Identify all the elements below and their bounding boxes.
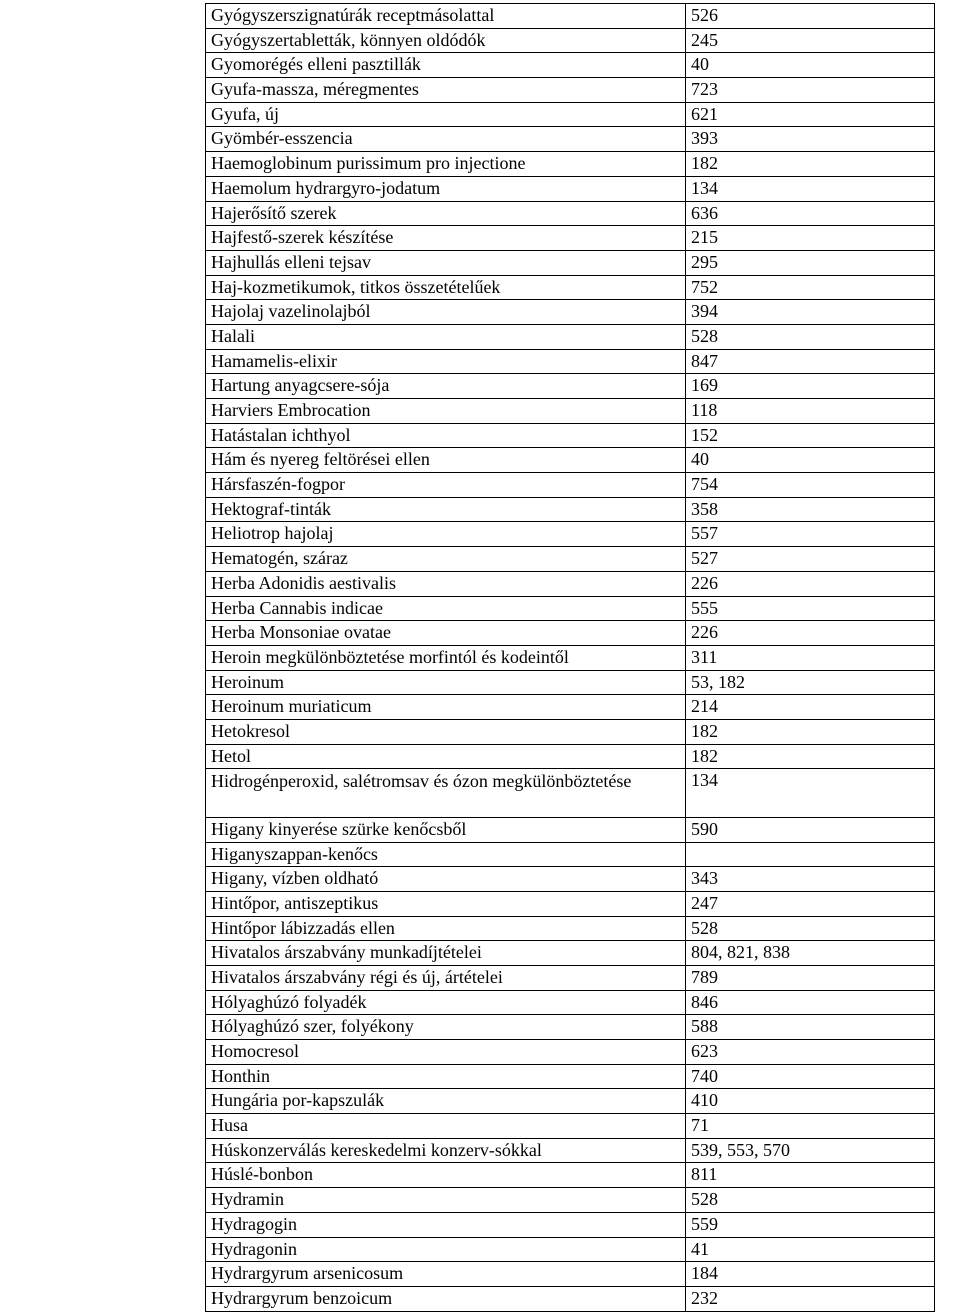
table-row — [206, 497, 935, 522]
entry-name: Herba Monsoniae ovatae — [206, 621, 686, 646]
entry-pages: 410 — [686, 1089, 935, 1114]
entry-pages: 247 — [686, 891, 935, 916]
entry-pages: 559 — [686, 1212, 935, 1237]
table-row — [206, 1237, 935, 1262]
entry-pages: 358 — [686, 497, 935, 522]
table-row — [206, 275, 935, 300]
entry-name: Honthin — [206, 1064, 686, 1089]
entry-name: Gyömbér-esszencia — [206, 127, 686, 152]
entry-name: Hetol — [206, 744, 686, 769]
entry-name: Hematogén, száraz — [206, 547, 686, 572]
table-row — [206, 1138, 935, 1163]
entry-pages: 588 — [686, 1015, 935, 1040]
table-row — [206, 1212, 935, 1237]
entry-pages: 847 — [686, 349, 935, 374]
entry-pages: 557 — [686, 522, 935, 547]
entry-name: Hetokresol — [206, 719, 686, 744]
entry-pages: 295 — [686, 250, 935, 275]
table-row — [206, 891, 935, 916]
entry-pages: 804, 821, 838 — [686, 941, 935, 966]
entry-pages: 528 — [686, 916, 935, 941]
entry-pages: 740 — [686, 1064, 935, 1089]
entry-pages: 754 — [686, 473, 935, 498]
entry-pages: 623 — [686, 1040, 935, 1065]
entry-name: Higanyszappan-kenőcs — [206, 842, 686, 867]
entry-name: Húslé-bonbon — [206, 1163, 686, 1188]
entry-name: Heroinum — [206, 670, 686, 695]
table-row — [206, 522, 935, 547]
table-row — [206, 645, 935, 670]
table-row — [206, 399, 935, 424]
entry-name: Hintőpor lábizzadás ellen — [206, 916, 686, 941]
table-row — [206, 547, 935, 572]
table-row — [206, 867, 935, 892]
entry-name: Hydragogin — [206, 1212, 686, 1237]
table-row — [206, 473, 935, 498]
entry-pages: 723 — [686, 78, 935, 103]
entry-pages: 226 — [686, 571, 935, 596]
table-row — [206, 448, 935, 473]
table-row — [206, 1262, 935, 1287]
table-row — [206, 226, 935, 251]
entry-pages: 41 — [686, 1237, 935, 1262]
entry-name: Haemolum hydrargyro-jodatum — [206, 176, 686, 201]
table-row — [206, 201, 935, 226]
entry-pages: 311 — [686, 645, 935, 670]
entry-name: Hajerősítő szerek — [206, 201, 686, 226]
entry-name: Haj-kozmetikumok, titkos összetételűek — [206, 275, 686, 300]
entry-name: Harviers Embrocation — [206, 399, 686, 424]
table-row — [206, 324, 935, 349]
table-row — [206, 1188, 935, 1213]
table-row — [206, 719, 935, 744]
table-row — [206, 571, 935, 596]
entry-pages: 226 — [686, 621, 935, 646]
entry-pages: 528 — [686, 324, 935, 349]
entry-pages: 53, 182 — [686, 670, 935, 695]
entry-pages: 846 — [686, 990, 935, 1015]
entry-name: Heliotrop hajolaj — [206, 522, 686, 547]
table-row — [206, 1163, 935, 1188]
entry-name: Hársfaszén-fogpor — [206, 473, 686, 498]
entry-name: Hólyaghúzó folyadék — [206, 990, 686, 1015]
table-row — [206, 423, 935, 448]
entry-name: Hydragonin — [206, 1237, 686, 1262]
table-row — [206, 176, 935, 201]
table-row — [206, 965, 935, 990]
index-table — [205, 3, 935, 1312]
entry-name: Hintőpor, antiszeptikus — [206, 891, 686, 916]
table-row — [206, 1064, 935, 1089]
entry-pages: 184 — [686, 1262, 935, 1287]
table-row — [206, 1089, 935, 1114]
entry-pages — [686, 842, 935, 867]
entry-pages: 245 — [686, 28, 935, 53]
entry-pages: 134 — [686, 769, 935, 818]
entry-name: Haemoglobinum purissimum pro injectione — [206, 152, 686, 177]
entry-name: Gyógyszertabletták, könnyen oldódók — [206, 28, 686, 53]
entry-name: Herba Cannabis indicae — [206, 596, 686, 621]
entry-pages: 232 — [686, 1286, 935, 1311]
table-row — [206, 349, 935, 374]
entry-name: Higany, vízben oldható — [206, 867, 686, 892]
entry-name: Heroinum muriaticum — [206, 695, 686, 720]
entry-pages: 539, 553, 570 — [686, 1138, 935, 1163]
entry-pages: 752 — [686, 275, 935, 300]
entry-pages: 393 — [686, 127, 935, 152]
entry-pages: 555 — [686, 596, 935, 621]
entry-pages: 528 — [686, 1188, 935, 1213]
table-row — [206, 695, 935, 720]
entry-name: Gyomorégés elleni pasztillák — [206, 53, 686, 78]
table-row — [206, 842, 935, 867]
entry-pages: 118 — [686, 399, 935, 424]
table-row — [206, 817, 935, 842]
entry-pages: 40 — [686, 448, 935, 473]
entry-name: Hivatalos árszabvány régi és új, ártételei — [206, 965, 686, 990]
table-row — [206, 769, 935, 818]
entry-name: Hajhullás elleni tejsav — [206, 250, 686, 275]
entry-name: Hajolaj vazelinolajból — [206, 300, 686, 325]
table-row — [206, 670, 935, 695]
table-row — [206, 250, 935, 275]
entry-pages: 811 — [686, 1163, 935, 1188]
entry-name: Gyufa-massza, méregmentes — [206, 78, 686, 103]
entry-pages: 182 — [686, 152, 935, 177]
entry-pages: 134 — [686, 176, 935, 201]
table-row — [206, 621, 935, 646]
table-row — [206, 102, 935, 127]
entry-name: Hám és nyereg feltörései ellen — [206, 448, 686, 473]
entry-name: Hólyaghúzó szer, folyékony — [206, 1015, 686, 1040]
entry-name: Gyógyszerszignatúrák receptmásolattal — [206, 4, 686, 29]
entry-pages: 636 — [686, 201, 935, 226]
entry-name: Hektograf-tinták — [206, 497, 686, 522]
entry-name: Gyufa, új — [206, 102, 686, 127]
table-row — [206, 1286, 935, 1311]
entry-name: Hydrargyrum benzoicum — [206, 1286, 686, 1311]
table-row — [206, 916, 935, 941]
table-row — [206, 127, 935, 152]
table-row — [206, 1015, 935, 1040]
entry-pages: 214 — [686, 695, 935, 720]
table-row — [206, 1114, 935, 1139]
entry-name: Hungária por-kapszulák — [206, 1089, 686, 1114]
entry-pages: 71 — [686, 1114, 935, 1139]
index-table-body — [206, 4, 935, 1312]
entry-pages: 527 — [686, 547, 935, 572]
table-row — [206, 152, 935, 177]
table-row — [206, 300, 935, 325]
table-row — [206, 4, 935, 29]
entry-name: Heroin megkülönböztetése morfintól és kodeintől — [206, 645, 686, 670]
table-row — [206, 744, 935, 769]
entry-name: Hydrargyrum arsenicosum — [206, 1262, 686, 1287]
entry-pages: 40 — [686, 53, 935, 78]
table-row — [206, 1040, 935, 1065]
table-row — [206, 28, 935, 53]
entry-name: Hydramin — [206, 1188, 686, 1213]
table-row — [206, 53, 935, 78]
entry-name: Hivatalos árszabvány munkadíjtételei — [206, 941, 686, 966]
entry-pages: 394 — [686, 300, 935, 325]
entry-name: Higany kinyerése szürke kenőcsből — [206, 817, 686, 842]
table-row — [206, 78, 935, 103]
entry-name: Húskonzerválás kereskedelmi konzerv-sókkal — [206, 1138, 686, 1163]
entry-pages: 590 — [686, 817, 935, 842]
entry-pages: 789 — [686, 965, 935, 990]
table-row — [206, 990, 935, 1015]
table-row — [206, 374, 935, 399]
entry-pages: 182 — [686, 719, 935, 744]
entry-name: Herba Adonidis aestivalis — [206, 571, 686, 596]
entry-name: Hajfestő-szerek készítése — [206, 226, 686, 251]
entry-name: Hamamelis-elixir — [206, 349, 686, 374]
entry-pages: 343 — [686, 867, 935, 892]
entry-name: Hatástalan ichthyol — [206, 423, 686, 448]
entry-name: Halali — [206, 324, 686, 349]
entry-pages: 621 — [686, 102, 935, 127]
entry-name: Hidrogénperoxid, salétromsav és ózon megkülönböztetése — [206, 769, 686, 818]
table-row — [206, 941, 935, 966]
entry-pages: 152 — [686, 423, 935, 448]
entry-pages: 215 — [686, 226, 935, 251]
table-row — [206, 596, 935, 621]
entry-name: Husa — [206, 1114, 686, 1139]
entry-name: Homocresol — [206, 1040, 686, 1065]
entry-name: Hartung anyagcsere-sója — [206, 374, 686, 399]
entry-pages: 169 — [686, 374, 935, 399]
entry-pages: 182 — [686, 744, 935, 769]
entry-pages: 526 — [686, 4, 935, 29]
